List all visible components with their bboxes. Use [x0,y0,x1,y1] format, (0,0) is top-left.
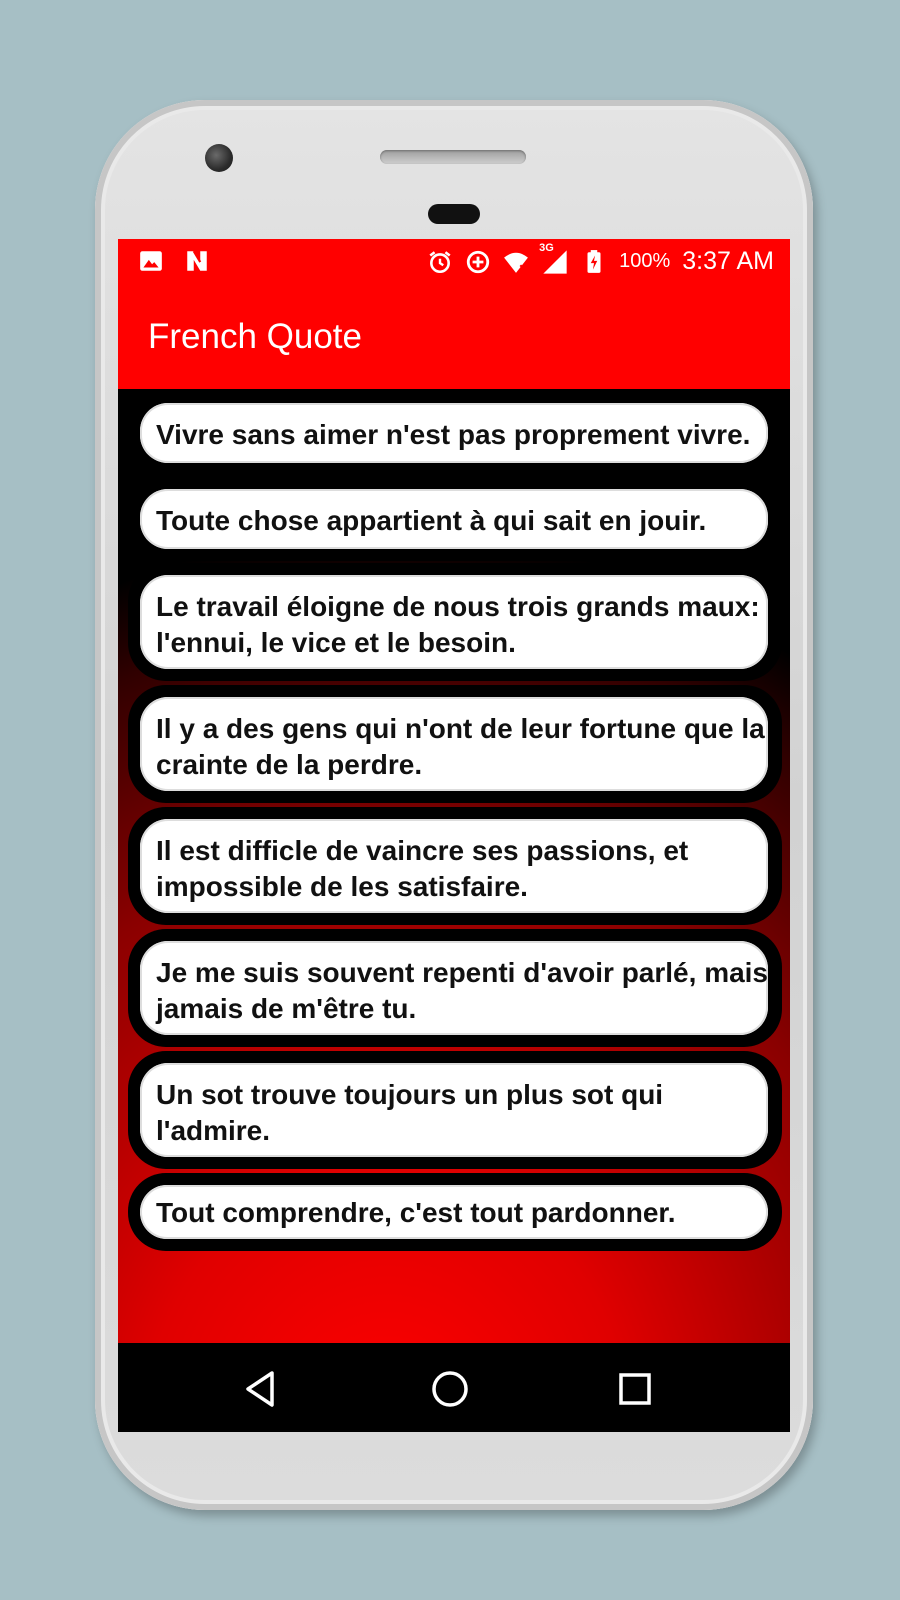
quote-text: Il y a des gens qui n'ont de leur fortune que la crainte de la perdre. [156,713,765,780]
front-camera [205,144,233,172]
quote-text: Le travail éloigne de nous trois grands maux: l'ennui, le vice et le besoin. [156,591,760,658]
quote-card [140,941,768,1035]
quote-card [140,1063,768,1157]
recents-icon[interactable] [613,1367,657,1411]
quote-card [140,403,768,463]
alarm-icon [427,249,453,275]
battery-charging-icon [581,249,607,275]
quote-item[interactable] [128,563,782,681]
image-icon [138,248,164,274]
signal-3g-icon [539,241,569,276]
quote-card [140,697,768,791]
quote-text: Il est difficle de vaincre ses passions, et impossible de les satisfaire. [156,835,689,902]
back-icon[interactable] [240,1367,284,1411]
quote-item[interactable] [128,1051,782,1169]
quote-item[interactable] [128,807,782,925]
app-title: French Quote [148,317,362,356]
quote-text: Toute chose appartient à qui sait en jouir. [156,505,707,536]
battery-percentage: 100% [619,250,671,272]
earpiece-speaker [380,150,526,164]
status-bar [118,239,790,289]
quote-text: Je me suis souvent repenti d'avoir parlé, mais jamais de m'être tu. [156,957,769,1024]
wifi-icon [503,249,529,275]
quote-text: Un sot trouve toujours un plus sot qui l'admire. [156,1079,664,1146]
quote-item[interactable] [128,391,782,475]
quote-card [140,489,768,549]
quote-item[interactable] [128,1173,782,1251]
phone-screen [118,239,790,1432]
quote-card [140,575,768,669]
status-time: 3:37 AM [682,247,774,275]
data-saver-icon [465,249,491,275]
app-bar [118,289,790,389]
quote-item[interactable] [128,477,782,561]
home-icon[interactable] [428,1367,472,1411]
quote-text: Vivre sans aimer n'est pas proprement vivre. [156,419,751,450]
quote-card [140,1185,768,1239]
quote-list [118,389,790,1343]
navigation-bar [118,1343,790,1432]
quote-item[interactable] [128,929,782,1047]
network-type-label: 3G [539,241,554,254]
n-notification-icon [184,248,210,274]
quote-card [140,819,768,913]
quote-item[interactable] [128,685,782,803]
quote-text: Tout comprendre, c'est tout pardonner. [156,1197,676,1228]
proximity-sensor [428,204,480,224]
